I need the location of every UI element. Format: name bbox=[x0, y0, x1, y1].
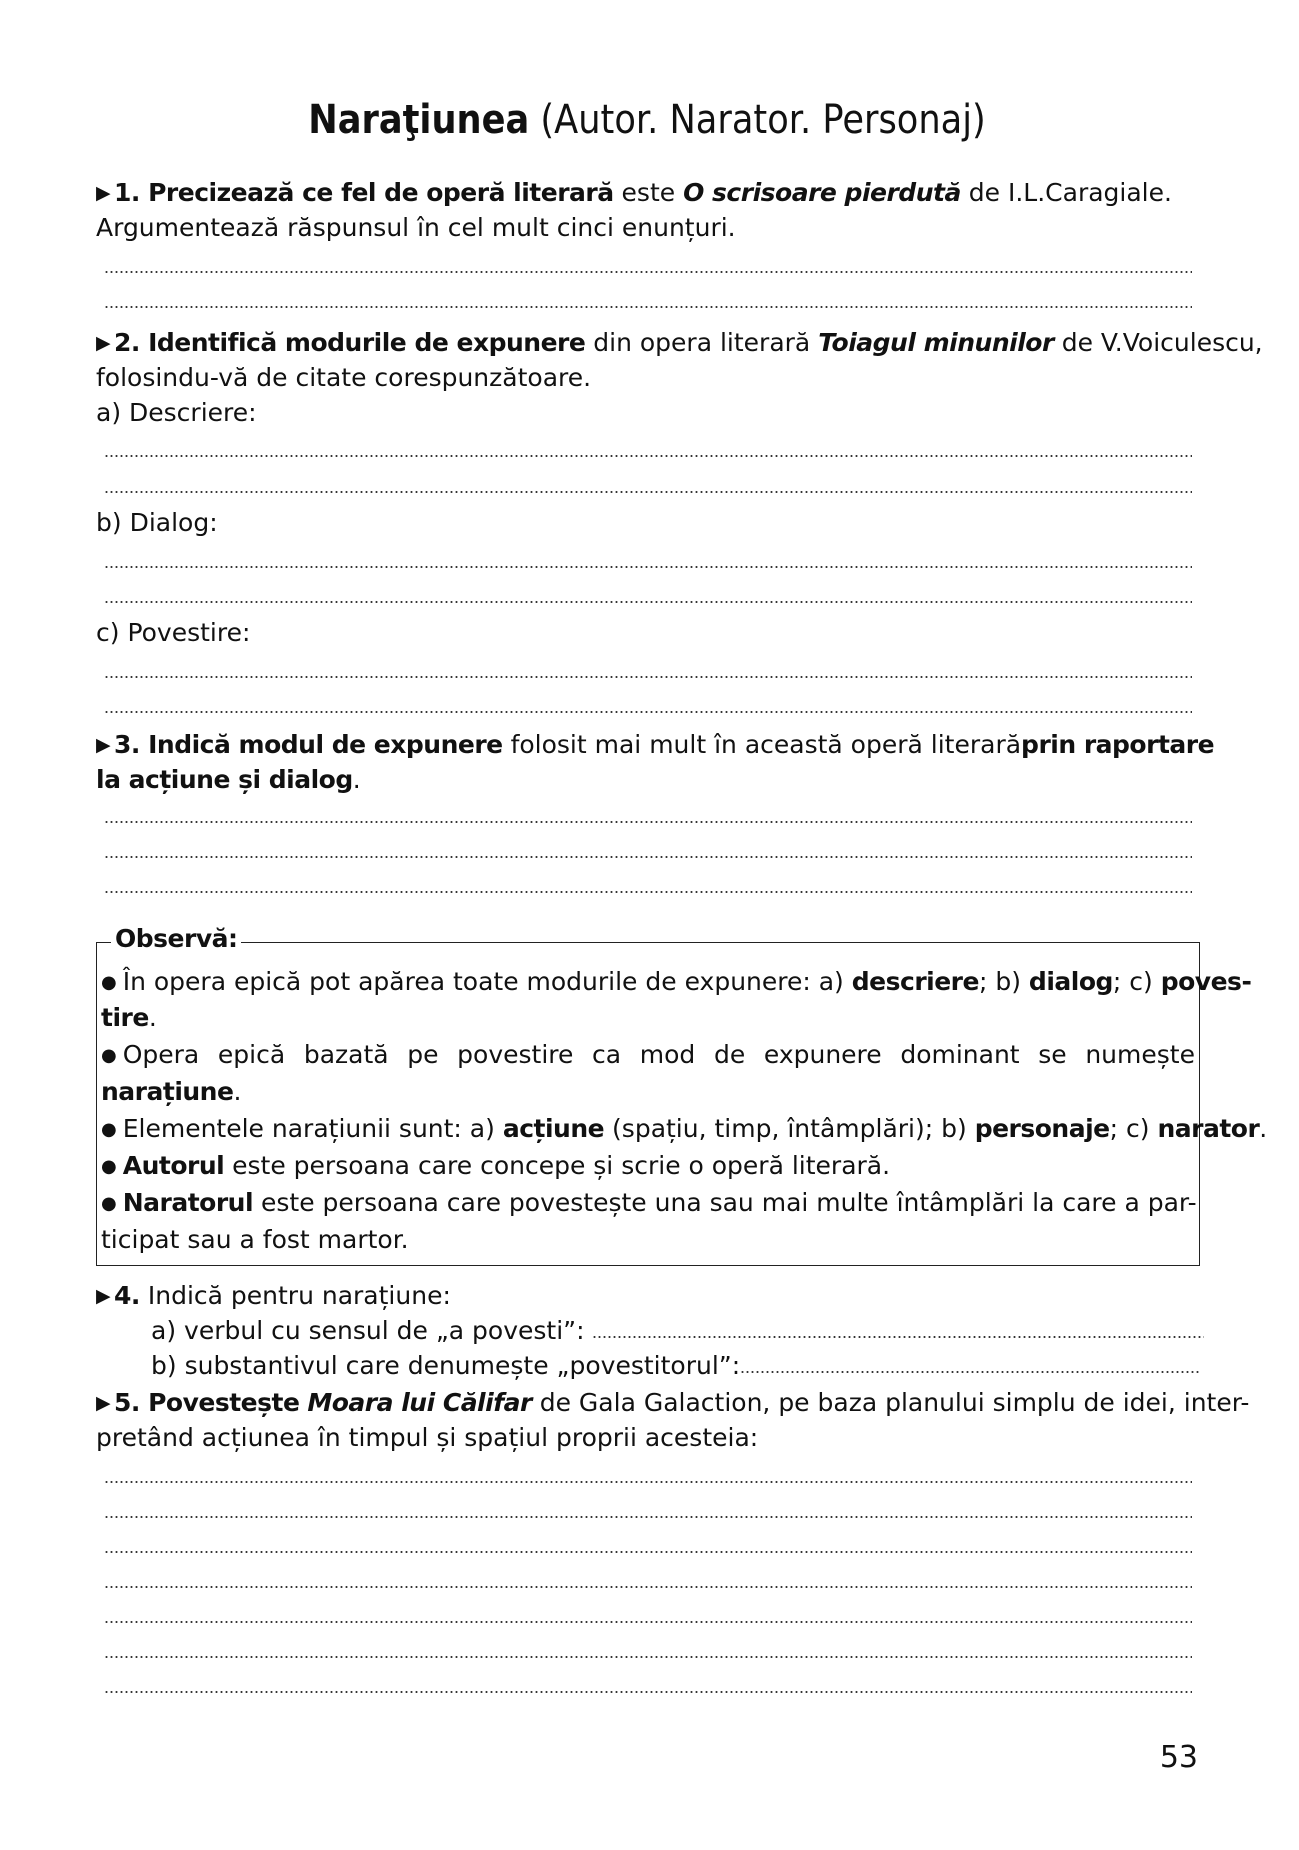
term-naratiune: narațiune bbox=[101, 1077, 234, 1106]
observation-point-5 bbox=[101, 1184, 1197, 1222]
period: . bbox=[233, 1077, 242, 1106]
term-naratorul: Naratorul bbox=[122, 1188, 254, 1217]
answer-line[interactable] bbox=[104, 855, 1192, 859]
page-number: 53 bbox=[1159, 1740, 1198, 1775]
exercise-4-line-1 bbox=[96, 1278, 451, 1314]
answer-line[interactable] bbox=[104, 1550, 1192, 1554]
term-actiune: acțiune bbox=[502, 1114, 605, 1143]
exercise-2-line-1 bbox=[96, 325, 1263, 361]
answer-line[interactable] bbox=[104, 305, 1192, 309]
answer-line[interactable] bbox=[104, 454, 1192, 458]
exercise-4-item-b bbox=[151, 1348, 1200, 1384]
exercise-3-emphasis: prin raportare bbox=[1021, 730, 1215, 759]
term-autorul: Autorul bbox=[122, 1151, 225, 1180]
arrow-icon: ▶ bbox=[96, 182, 111, 204]
observation-point-3 bbox=[101, 1110, 1267, 1148]
observation-word: povestire bbox=[457, 1040, 574, 1069]
exercise-2-text: din opera literară bbox=[585, 328, 819, 357]
answer-line[interactable] bbox=[740, 1370, 1200, 1374]
term-narator: narator bbox=[1157, 1114, 1260, 1143]
exercise-2-item-c: c) Povestire: bbox=[96, 618, 251, 647]
exercise-4-item-a bbox=[151, 1313, 1204, 1349]
arrow-icon: ▶ bbox=[96, 1285, 111, 1307]
observation-word: epică bbox=[217, 1040, 286, 1069]
answer-line[interactable] bbox=[104, 1620, 1192, 1624]
title-rest: (Autor. Narator. Personaj) bbox=[529, 97, 986, 143]
exercise-1-line-1 bbox=[96, 175, 1172, 211]
answer-line[interactable] bbox=[104, 270, 1192, 274]
observation-word: ● Opera bbox=[101, 1040, 200, 1069]
period: . bbox=[1259, 1114, 1268, 1143]
exercise-2-item-a: a) Descriere: bbox=[96, 398, 257, 427]
exercise-3-text: folosit mai mult în această operă literară bbox=[502, 730, 1022, 759]
answer-line[interactable] bbox=[104, 890, 1192, 894]
arrow-icon: ▶ bbox=[96, 734, 111, 756]
observation-text: Elementele narațiunii sunt: a) bbox=[122, 1114, 503, 1143]
observation-word: numește bbox=[1085, 1040, 1195, 1069]
exercise-1-work-title: O scrisoare pierdută bbox=[683, 178, 961, 207]
answer-line[interactable] bbox=[104, 820, 1192, 824]
answer-line[interactable] bbox=[104, 710, 1192, 714]
page-title bbox=[162, 92, 1132, 148]
observation-text: (spațiu, timp, întâmplări); b) bbox=[604, 1114, 975, 1143]
exercise-3-instruction: 3. Indică modul de expunere bbox=[114, 730, 503, 759]
observation-text: În opera epică pot apărea toate modurile de expunere: a) bbox=[122, 967, 852, 996]
exercise-5-work-title: Moara lui Călifar bbox=[307, 1388, 532, 1417]
observation-word: se bbox=[1038, 1040, 1067, 1069]
bullet-icon: ● bbox=[101, 1119, 117, 1140]
observation-legend: Observă: bbox=[111, 921, 241, 957]
exercise-5-instruction: 5. Povestește bbox=[114, 1388, 300, 1417]
exercise-3-line-1 bbox=[96, 727, 1215, 763]
bullet-icon: ● bbox=[101, 1045, 117, 1066]
term-descriere: descriere bbox=[851, 967, 979, 996]
exercise-4-item-b-label: b) substantivul care denumește „povestitorul”: bbox=[151, 1351, 741, 1380]
exercise-2-instruction: 2. Identifică modurile de expunere bbox=[114, 328, 586, 357]
observation-text: ; c) bbox=[1109, 1114, 1158, 1143]
answer-line[interactable] bbox=[104, 600, 1192, 604]
bullet-icon: ● bbox=[101, 1193, 117, 1214]
observation-point-4 bbox=[101, 1147, 890, 1185]
answer-line[interactable] bbox=[104, 565, 1192, 569]
answer-line[interactable] bbox=[104, 675, 1192, 679]
exercise-4-number: 4. bbox=[114, 1281, 140, 1310]
exercise-1-text: este bbox=[613, 178, 684, 207]
observation-box bbox=[96, 924, 1268, 1266]
observation-point-2 bbox=[101, 1036, 1195, 1074]
observation-word: dominant bbox=[900, 1040, 1020, 1069]
exercise-5-line-1 bbox=[96, 1385, 1249, 1421]
period: . bbox=[148, 1003, 157, 1032]
arrow-icon: ▶ bbox=[96, 332, 111, 354]
exercise-3-line-2 bbox=[96, 762, 361, 798]
answer-line[interactable] bbox=[104, 1690, 1192, 1694]
exercise-2-work-title: Toiagul minunilor bbox=[818, 328, 1054, 357]
answer-line[interactable] bbox=[592, 1335, 1204, 1339]
exercise-2-item-b: b) Dialog: bbox=[96, 508, 218, 537]
exercise-3-emphasis-2: la acțiune și dialog bbox=[96, 765, 353, 794]
observation-point-1-cont bbox=[101, 999, 157, 1036]
observation-word: expunere bbox=[763, 1040, 882, 1069]
observation-text: ; b) bbox=[978, 967, 1029, 996]
exercise-2-author: de V.Voiculescu, bbox=[1053, 328, 1263, 357]
answer-line[interactable] bbox=[104, 490, 1192, 494]
answer-line[interactable] bbox=[104, 1515, 1192, 1519]
arrow-icon: ▶ bbox=[96, 1392, 111, 1414]
exercise-4-item-a-label: a) verbul cu sensul de „a povesti”: bbox=[151, 1316, 593, 1345]
observation-point-1 bbox=[101, 963, 1251, 1001]
bullet-icon: ● bbox=[101, 972, 117, 993]
exercise-1-instruction: 1. Precizează ce fel de operă literară bbox=[114, 178, 614, 207]
exercise-1-author: de I.L.Caragiale. bbox=[960, 178, 1172, 207]
observation-point-5-cont: ticipat sau a fost martor. bbox=[101, 1225, 409, 1254]
term-dialog: dialog bbox=[1028, 967, 1113, 996]
title-bold: Naraţiunea bbox=[308, 97, 530, 143]
bullet-icon: ● bbox=[101, 1156, 117, 1177]
term-povestire-cont: tire bbox=[101, 1003, 149, 1032]
exercise-1-line-2: Argumentează răspunsul în cel mult cinci enunțuri. bbox=[96, 213, 736, 242]
exercise-2-line-2: folosindu-vă de citate corespunzătoare. bbox=[96, 363, 592, 392]
observation-word: de bbox=[713, 1040, 746, 1069]
observation-point-2-cont bbox=[101, 1073, 241, 1110]
exercise-5-line-2: pretând acțiunea în timpul și spațiul proprii acesteia: bbox=[96, 1423, 759, 1452]
answer-line[interactable] bbox=[104, 1585, 1192, 1589]
observation-word: ca bbox=[592, 1040, 622, 1069]
period: . bbox=[352, 765, 361, 794]
term-personaje: personaje bbox=[974, 1114, 1110, 1143]
observation-text: ; c) bbox=[1112, 967, 1161, 996]
observation-word: bazată bbox=[303, 1040, 389, 1069]
exercise-5-text: de Gala Galaction, pe baza planului simplu de idei, inter- bbox=[531, 1388, 1250, 1417]
observation-text: este persoana care concepe și scrie o operă literară. bbox=[224, 1151, 891, 1180]
observation-word: mod bbox=[639, 1040, 696, 1069]
observation-word: pe bbox=[407, 1040, 439, 1069]
observation-text: este persoana care povestește una sau mai multe întâmplări la care a par- bbox=[253, 1188, 1197, 1217]
answer-line[interactable] bbox=[104, 1480, 1192, 1484]
answer-line[interactable] bbox=[104, 1655, 1192, 1659]
exercise-4-text: Indică pentru narațiune: bbox=[139, 1281, 451, 1310]
term-povestire: poves- bbox=[1160, 967, 1252, 996]
